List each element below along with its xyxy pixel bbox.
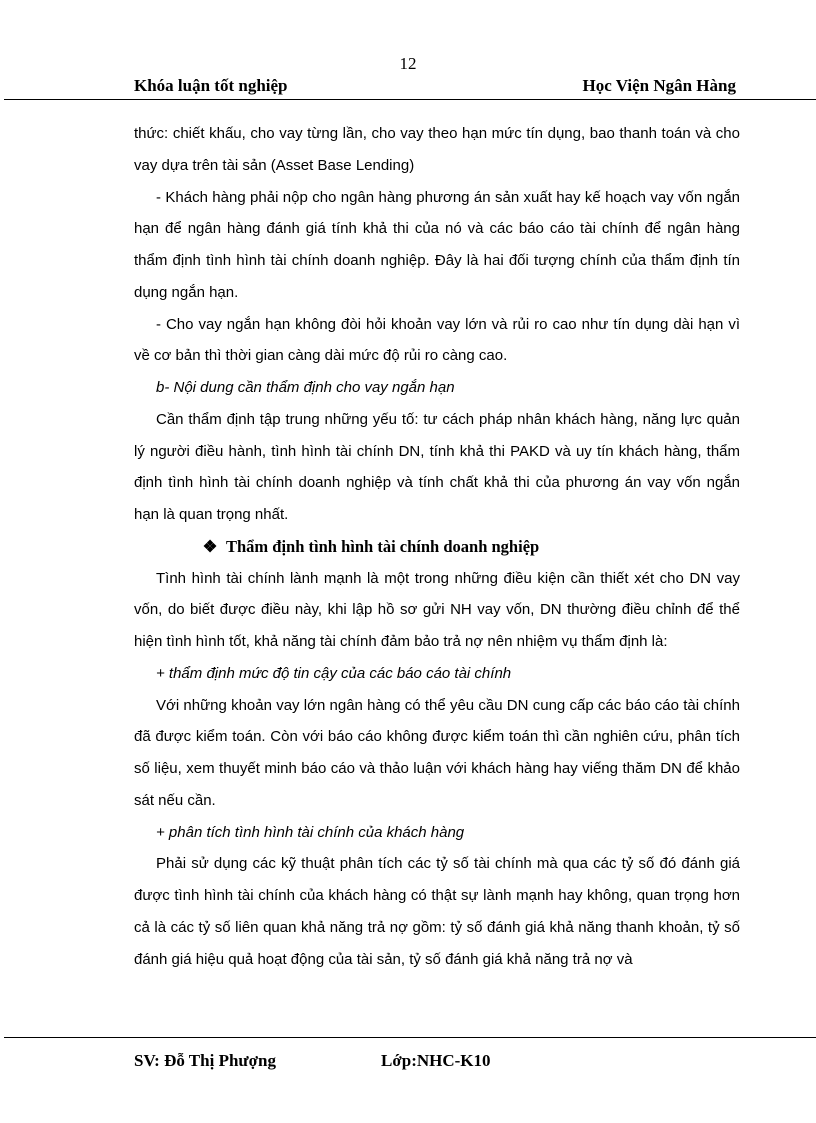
paragraph: - Cho vay ngắn hạn không đòi hỏi khoản vay lớn và rủi ro cao như tín dụng dài hạn vì về cơ bản thì thời gian càng dài mức độ rủi ro càng cao. (134, 315, 740, 365)
paragraph: Cần thẩm định tập trung những yếu tố: tư cách pháp nhân khách hàng, năng lực quản lý người điều hành, tình hình tài chính DN, tính khả thi PAKD và uy tín khách hàng, thẩm định tình hình tài chính doanh nghiệp và tính chất khả thi của phương án vay vốn ngắn hạn là quan trọng nhất. (134, 410, 740, 523)
header-institution: Học Viện Ngân Hàng (582, 76, 736, 95)
header-thesis-title: Khóa luận tốt nghiệp (134, 76, 288, 95)
subsection-heading: b- Nội dung cần thẩm định cho vay ngắn hạn (156, 379, 455, 396)
footer-student: SV: Đỗ Thị Phượng (134, 1051, 276, 1070)
subsection-heading: + thẩm định mức độ tin cậy của các báo cáo tài chính (156, 664, 512, 682)
footer-rule (4, 1037, 816, 1038)
section-heading (134, 531, 740, 563)
paragraph: Phải sử dụng các kỹ thuật phân tích các tỷ số tài chính mà qua các tỷ số đó đánh giá được tình hình tài chính của khách hàng có thật sự lành mạnh hay không, quan trọng hơn cả là các tỷ số liên quan khả năng trả nợ gồm: tỷ số đánh giá khả năng thanh khoản, tỷ số đánh giá hiệu quả hoạt động của tài sản, tỷ số đánh giá khả năng trả nợ và (134, 855, 740, 968)
paragraph: - Khách hàng phải nộp cho ngân hàng phương án sản xuất hay kế hoạch vay vốn ngắn hạn để ngân hàng đánh giá tính khả thi của nó và các báo cáo tài chính để ngân hàng thẩm định tình hình tài chính doanh nghiệp. Đây là hai đối tượng chính của thẩm định tín dụng ngắn hạn. (134, 188, 740, 301)
subsection-heading: + phân tích tình hình tài chính của khách hàng (156, 823, 465, 841)
header-rule (4, 99, 816, 100)
diamond-bullet-icon: ❖ (202, 536, 218, 556)
footer-class: Lớp:NHC-K10 (381, 1051, 491, 1070)
body-text (134, 118, 740, 975)
page-number: 12 (399, 54, 417, 73)
paragraph: thức: chiết khấu, cho vay từng lần, cho vay theo hạn mức tín dụng, bao thanh toán và cho vay dựa trên tài sản (Asset Base Lending) (134, 125, 740, 174)
paragraph: Tình hình tài chính lành mạnh là một trong những điều kiện cần thiết xét cho DN vay vốn, do biết được điều này, khi lập hồ sơ gửi NH vay vốn, DN thường điều chỉnh để thể hiện tình hình tốt, khả năng tài chính đảm bảo trả nợ nên nhiệm vụ thẩm định là: (134, 569, 740, 650)
paragraph: Với những khoản vay lớn ngân hàng có thể yêu cầu DN cung cấp các báo cáo tài chính đã được kiểm toán. Còn với báo cáo không được kiểm toán thì cần nghiên cứu, phân tích số liệu, xem thuyết minh báo cáo và thảo luận với khách hàng hay viếng thăm DN để khảo sát nếu cần. (134, 696, 740, 809)
section-heading-text: Thẩm định tình hình tài chính doanh nghiệp (226, 536, 540, 556)
